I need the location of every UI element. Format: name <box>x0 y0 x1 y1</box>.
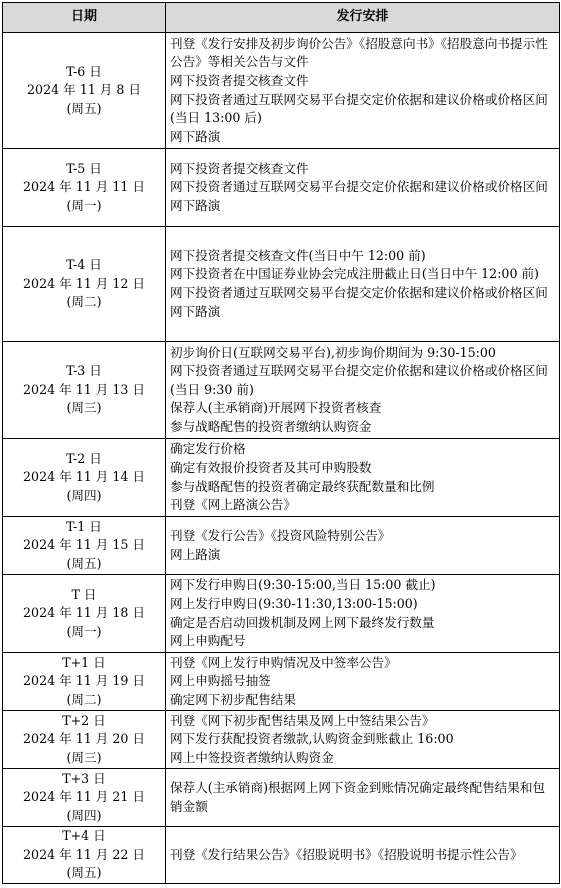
arrangement-item: 刊登《发行安排及初步询价公告》《招股意向书》《招股意向书提示性公告》等相关公告与文件 <box>170 35 548 70</box>
date-cell <box>3 827 166 884</box>
date-date: 2024 年 11 月 21 日 <box>23 789 145 805</box>
date-day: T-4 日 <box>66 257 102 273</box>
arrangement-item: 网下投资者通过互联网交易平台提交定价依据和建议价格或价格区间 <box>170 285 548 300</box>
date-day: T+3 日 <box>62 770 106 786</box>
date-weekday: (周一) <box>66 623 102 639</box>
arrangement-cell <box>166 517 560 575</box>
table-row <box>3 227 560 342</box>
date-day: T-6 日 <box>66 63 102 79</box>
arrangement-item: 网上申购摇号抽签 <box>170 673 271 689</box>
date-weekday: (周二) <box>66 691 102 707</box>
date-weekday: (周四) <box>66 487 102 503</box>
arrangement-item: 网下投资者通过互联网交易平台提交定价依据和建议价格或价格区间(当日 13:00 后) <box>170 91 548 126</box>
arrangement-item: 刊登《发行结果公告》《招股说明书》《招股说明书提示性公告》 <box>170 846 523 862</box>
arrangement-cell <box>166 33 560 149</box>
issuance-schedule-table <box>2 2 560 884</box>
arrangement-item: 网下投资者在中国证券业协会完成注册截止日(当日中午 12:00 前) <box>170 266 539 282</box>
table-row <box>3 711 560 769</box>
arrangement-item: 确定是否启动回拨机制及网上网下最终发行数量 <box>170 614 435 630</box>
date-cell <box>3 653 166 711</box>
arrangement-item: 确定有效报价投资者及其可申购股数 <box>170 459 372 475</box>
date-day: T+2 日 <box>62 712 106 728</box>
date-weekday: (周四) <box>66 807 102 823</box>
date-column-header: 日期 <box>3 3 166 33</box>
arrangement-cell <box>166 575 560 653</box>
arrangement-item: 网上申购配号 <box>170 633 246 649</box>
date-cell <box>3 711 166 769</box>
date-day: T+1 日 <box>62 654 106 670</box>
date-cell <box>3 769 166 827</box>
arrangement-item: 参与战略配售的投资者确定最终获配数量和比例 <box>170 478 435 494</box>
arrangement-item: 网下发行申购日(9:30-15:00,当日 15:00 截止) <box>170 577 436 593</box>
date-weekday: (周五) <box>66 100 102 116</box>
arrangement-cell <box>166 827 560 884</box>
arrangement-item: 网下投资者提交核查文件(当日中午 12:00 前) <box>170 247 426 263</box>
date-cell <box>3 517 166 575</box>
date-weekday: (周三) <box>66 400 102 416</box>
table-row <box>3 769 560 827</box>
arrangement-item: 刊登《网下初步配售结果及网上中签结果公告》 <box>170 712 435 728</box>
date-cell <box>3 33 166 149</box>
table-row <box>3 653 560 711</box>
date-date: 2024 年 11 月 13 日 <box>23 381 145 397</box>
arrangement-cell <box>166 711 560 769</box>
date-date: 2024 年 11 月 14 日 <box>23 469 145 485</box>
date-date: 2024 年 11 月 19 日 <box>23 673 145 689</box>
arrangement-item: 网上中签投资者缴纳认购资金 <box>170 749 334 765</box>
date-day: T-1 日 <box>66 518 102 534</box>
table-row <box>3 33 560 149</box>
date-day: T-2 日 <box>66 450 102 466</box>
arrangement-item: 网下发行获配投资者缴款,认购资金到账截止 16:00 <box>170 731 454 747</box>
arrangement-item: 网下投资者通过互联网交易平台提交定价依据和建议价格或价格区间 <box>170 179 548 195</box>
arrangement-item: 确定发行价格 <box>170 441 246 457</box>
table-row <box>3 517 560 575</box>
table-row <box>3 827 560 884</box>
arrangement-column-header: 发行安排 <box>166 3 560 33</box>
date-date: 2024 年 11 月 15 日 <box>23 537 145 553</box>
date-weekday: (周五) <box>66 555 102 571</box>
arrangement-item: 刊登《发行公告》《投资风险特别公告》 <box>170 527 391 543</box>
table-row <box>3 439 560 517</box>
arrangement-item: 保荐人(主承销商)根据网上网下资金到账情况确定最终配售结果和包销金额 <box>170 779 546 814</box>
date-day: T-3 日 <box>66 363 102 379</box>
arrangement-item: 确定网下初步配售结果 <box>170 691 296 707</box>
arrangement-cell <box>166 439 560 517</box>
date-weekday: (周二) <box>66 294 102 310</box>
schedule-body <box>3 33 560 884</box>
date-cell <box>3 227 166 342</box>
arrangement-item: 网下路演 <box>170 303 221 319</box>
date-weekday: (周一) <box>66 197 102 213</box>
date-cell <box>3 342 166 439</box>
arrangement-cell <box>166 227 560 342</box>
date-weekday: (周三) <box>66 749 102 765</box>
arrangement-item: 网下投资者通过互联网交易平台提交定价依据和建议价格或价格区间(当日 9:30 前) <box>170 363 548 397</box>
date-cell <box>3 149 166 227</box>
date-cell <box>3 575 166 653</box>
date-date: 2024 年 11 月 11 日 <box>23 179 145 195</box>
date-date: 2024 年 11 月 8 日 <box>27 82 141 98</box>
date-day: T+4 日 <box>62 828 106 843</box>
table-header-row <box>3 3 560 33</box>
arrangement-item: 网上发行申购日(9:30-11:30,13:00-15:00) <box>170 595 418 611</box>
table-row <box>3 149 560 227</box>
arrangement-item: 保荐人(主承销商)开展网下投资者核查 <box>170 400 382 416</box>
table-row <box>3 575 560 653</box>
arrangement-item: 刊登《网上发行申购情况及中签率公告》 <box>170 654 397 670</box>
date-day: T-5 日 <box>66 160 102 176</box>
arrangement-item: 刊登《网上路演公告》 <box>170 497 296 513</box>
date-date: 2024 年 11 月 18 日 <box>23 605 145 621</box>
date-day: T 日 <box>71 586 97 602</box>
date-date: 2024 年 11 月 22 日 <box>23 846 145 862</box>
arrangement-item: 参与战略配售的投资者缴纳认购资金 <box>170 418 372 434</box>
table-row <box>3 342 560 439</box>
arrangement-item: 网下投资者提交核查文件 <box>170 72 309 88</box>
arrangement-item: 网下路演 <box>170 197 221 213</box>
arrangement-item: 网下路演 <box>170 128 221 144</box>
arrangement-cell <box>166 149 560 227</box>
date-weekday: (周五) <box>66 865 102 881</box>
arrangement-cell <box>166 653 560 711</box>
arrangement-item: 网下投资者提交核查文件 <box>170 160 309 176</box>
date-cell <box>3 439 166 517</box>
date-date: 2024 年 11 月 12 日 <box>23 275 145 291</box>
arrangement-item: 初步询价日(互联网交易平台),初步询价期间为 9:30-15:00 <box>170 344 496 360</box>
date-date: 2024 年 11 月 20 日 <box>23 731 145 747</box>
arrangement-cell <box>166 342 560 439</box>
arrangement-item: 网上路演 <box>170 546 221 562</box>
arrangement-cell <box>166 769 560 827</box>
